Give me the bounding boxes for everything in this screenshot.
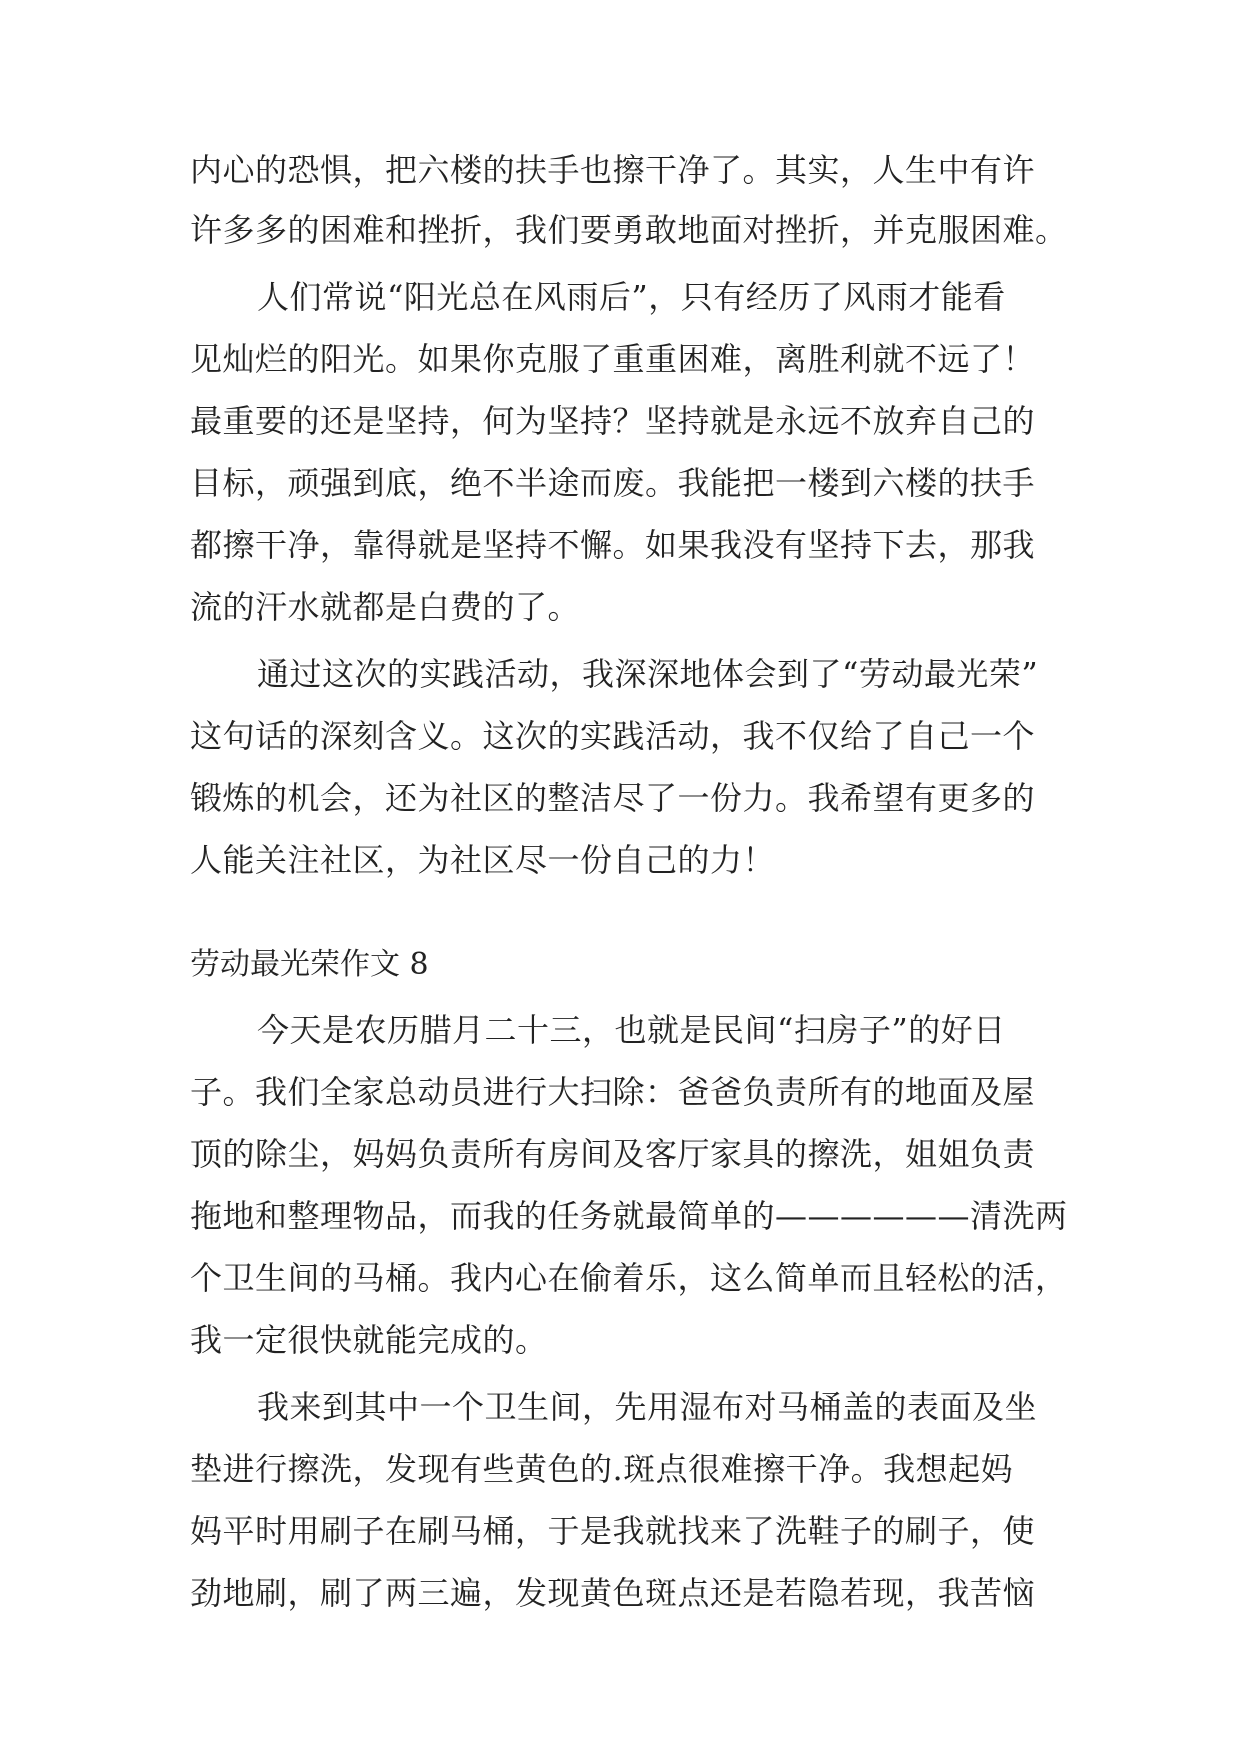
paragraph-2-line-4: 目标，顽强到底，绝不半途而废。我能把一楼到六楼的扶手 xyxy=(190,464,1036,502)
paragraph-2-line-5: 都擦干净，靠得就是坚持不懈。如果我没有坚持下去，那我 xyxy=(190,526,1036,564)
paragraph-4-line-2: 子。我们全家总动员进行大扫除：爸爸负责所有的地面及屋 xyxy=(190,1073,1036,1111)
paragraph-3-line-1: 通过这次的实践活动，我深深地体会到了“劳动最光荣” xyxy=(257,655,1039,693)
paragraph-5-line-4: 劲地刷，刷了两三遍，发现黄色斑点还是若隐若现，我苦恼 xyxy=(190,1574,1036,1612)
paragraph-2-line-6: 流的汗水就都是白费的了。 xyxy=(190,588,581,626)
paragraph-4-line-1: 今天是农历腊月二十三，也就是民间“扫房子”的好日 xyxy=(257,1011,1006,1049)
paragraph-5-line-3: 妈平时用刷子在刷马桶，于是我就找来了洗鞋子的刷子，使 xyxy=(190,1512,1036,1550)
paragraph-3-line-2: 这句话的深刻含义。这次的实践活动，我不仅给了自己一个 xyxy=(190,717,1036,755)
paragraph-3-line-4: 人能关注社区，为社区尽一份自己的力！ xyxy=(190,841,776,879)
paragraph-1-line-1: 内心的恐惧，把六楼的扶手也擦干净了。其实，人生中有许 xyxy=(190,151,1036,189)
paragraph-4-line-6: 我一定很快就能完成的。 xyxy=(190,1321,548,1359)
paragraph-2-line-3: 最重要的还是坚持，何为坚持？坚持就是永远不放弃自己的 xyxy=(190,402,1036,440)
paragraph-4-line-3: 顶的除尘，妈妈负责所有房间及客厅家具的擦洗，姐姐负责 xyxy=(190,1135,1036,1173)
paragraph-2-line-2: 见灿烂的阳光。如果你克服了重重困难，离胜利就不远了！ xyxy=(190,340,1036,378)
paragraph-5-line-1: 我来到其中一个卫生间，先用湿布对马桶盖的表面及坐 xyxy=(257,1388,1038,1426)
paragraph-4-line-4: 拖地和整理物品，而我的任务就最简单的——————清洗两 xyxy=(190,1197,1068,1235)
section-title: 劳动最光荣作文 8 xyxy=(190,947,429,982)
paragraph-3-line-3: 锻炼的机会，还为社区的整洁尽了一份力。我希望有更多的 xyxy=(190,779,1036,817)
paragraph-5-line-2: 垫进行擦洗，发现有些黄色的.斑点很难擦干净。我想起妈 xyxy=(190,1450,1014,1488)
paragraph-2-line-1: 人们常说“阳光总在风雨后”，只有经历了风雨才能看 xyxy=(257,278,1006,316)
paragraph-1-line-2: 许多多的困难和挫折，我们要勇敢地面对挫折，并克服困难。 xyxy=(190,211,1068,249)
paragraph-4-line-5: 个卫生间的马桶。我内心在偷着乐，这么简单而且轻松的活， xyxy=(190,1259,1068,1297)
